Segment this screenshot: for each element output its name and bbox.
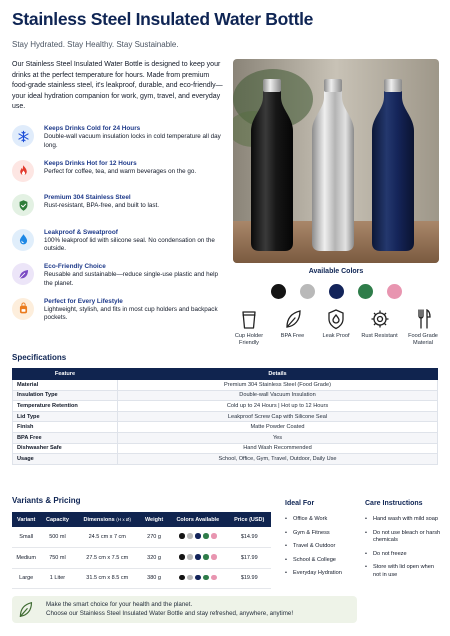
feature-leakproof: [12, 226, 228, 261]
feature-description: Double-wall vacuum insulation locks in cold temperature all day long.: [44, 133, 221, 149]
table-row: [12, 527, 271, 548]
table-row: [13, 390, 438, 401]
table-row: [13, 454, 438, 465]
variant-capacity: 1 Liter: [40, 568, 74, 589]
dimensions-header-unit: (H x Ø): [116, 516, 132, 522]
feature-description: Lightweight, stylish, and fits in most cup holders and backpack pockets.: [44, 305, 218, 322]
color-dot: [211, 575, 217, 581]
spec-header-details: Details: [118, 369, 438, 380]
ideal-for-heading: Ideal For: [285, 500, 315, 507]
shield-check-icon: [12, 194, 34, 216]
variant-dimensions: 31.5 cm x 8.5 cm: [75, 568, 140, 589]
color-dot: [203, 533, 209, 539]
variant-weight: 320 g: [140, 548, 168, 569]
table-row: [13, 432, 438, 443]
spec-feature: Usage: [13, 454, 118, 465]
feature-eco: [12, 260, 228, 295]
spec-detail: Cold up to 24 Hours | Hot up to 12 Hours: [118, 401, 438, 412]
list-item: • Gym & Fitness: [285, 530, 360, 538]
spec-detail: Hand Wash Recommended: [118, 443, 438, 454]
color-swatch-black[interactable]: [271, 284, 286, 299]
color-dot: [195, 554, 201, 560]
spec-detail: Yes: [118, 432, 438, 443]
spec-detail: School, Office, Gym, Travel, Outdoor, Daily Use: [118, 454, 438, 465]
feature-title: Perfect for Every Lifestyle: [44, 297, 123, 305]
variant-capacity: 750 ml: [40, 548, 74, 569]
ideal-for-list: [285, 516, 360, 578]
color-dot: [195, 533, 201, 539]
dimensions-header: [75, 512, 140, 527]
page-title: Stainless Steel Insulated Water Bottle: [12, 9, 314, 29]
spec-feature: Dishwasher Safe: [13, 443, 118, 454]
badge-bpa-free: [272, 308, 314, 347]
feature-lifestyle: [12, 295, 228, 330]
variant-dimensions: 27.5 cm x 7.5 cm: [75, 548, 140, 569]
gear-shield-icon: [370, 308, 390, 330]
table-row: [13, 380, 438, 391]
badge-label: Rust Resistant: [361, 333, 398, 339]
variant-header: Variant: [12, 512, 40, 527]
feature-title: Keeps Drinks Hot for 12 Hours: [44, 159, 137, 167]
list-item: • Travel & Outdoor: [285, 543, 360, 551]
variant-weight: 270 g: [140, 527, 168, 548]
color-dot: [187, 575, 193, 581]
spec-detail: Leakproof Screw Cap with Silicone Seal: [118, 411, 438, 422]
footer-line-1: Make the smart choice for your health and the planet.: [46, 601, 193, 608]
variant-colors: [168, 527, 227, 548]
table-row: [12, 568, 271, 589]
feature-title: Eco-Friendly Choice: [44, 263, 106, 270]
list-item: • Do not freeze: [365, 551, 443, 559]
price-header: Price (USD): [227, 512, 271, 527]
color-dot: [211, 533, 217, 539]
badge-leak-proof: [315, 308, 357, 347]
variants-table: [12, 512, 271, 589]
color-dot: [211, 554, 217, 560]
feature-hot: [12, 157, 228, 192]
spec-feature: Material: [13, 380, 118, 391]
spec-detail: Premium 304 Stainless Steel (Food Grade): [118, 380, 438, 391]
spec-header-feature: Feature: [13, 369, 118, 380]
list-item: • Office & Work: [285, 516, 360, 524]
backpack-icon: [12, 298, 34, 320]
badge-rust-resistant: [359, 308, 401, 347]
variant-dimensions: 24.5 cm x 7 cm: [75, 527, 140, 548]
list-item: • Hand wash with mild soap: [365, 516, 443, 524]
feature-description: Perfect for coffee, tea, and warm beverages on the go.: [44, 167, 197, 175]
water-drop-icon: [12, 229, 34, 251]
care-list: [365, 516, 443, 579]
badge-label: Food Grade Material: [408, 333, 438, 346]
available-colors-title: Available Colors: [308, 268, 364, 275]
badge-label: BPA Free: [280, 333, 305, 339]
care-heading: Care Instructions: [365, 500, 423, 507]
spec-detail: Matte Powder Coated: [118, 422, 438, 433]
badge-cup-holder: [228, 308, 270, 347]
spec-feature: Finish: [13, 422, 118, 433]
variant-capacity: 500 ml: [40, 527, 74, 548]
table-row: [13, 422, 438, 433]
table-row: [12, 548, 271, 569]
badge-label: Cup Holder Friendly: [234, 333, 264, 346]
feature-list: [12, 122, 228, 329]
footer-line-2: Choose our Stainless Steel Insulated Water Bottle and stay refreshed, anywhere, anytime!: [46, 609, 294, 617]
feature-description: Reusable and sustainable—reduce single-use plastic and help the planet.: [44, 271, 218, 287]
table-row: [13, 401, 438, 412]
variant-name: Medium: [12, 548, 40, 569]
specifications-table: [12, 368, 438, 465]
table-row: [13, 411, 438, 422]
color-swatch-silver[interactable]: [300, 284, 315, 299]
spec-feature: Lid Type: [13, 411, 118, 422]
footer-banner: [12, 596, 357, 623]
list-item: • Do not use bleach or harsh chemicals: [365, 530, 443, 545]
list-item: • Everyday Hydration: [285, 570, 360, 578]
color-swatch-pink[interactable]: [387, 284, 402, 299]
colors-header: Colors Available: [168, 512, 227, 527]
color-dot: [195, 575, 201, 581]
feature-cold: [12, 122, 228, 157]
variant-weight: 380 g: [140, 568, 168, 589]
badge-food-grade: [402, 308, 444, 347]
color-dot: [179, 533, 185, 539]
product-photo: [233, 59, 439, 263]
color-dot: [187, 533, 193, 539]
variant-price: $19.99: [227, 568, 271, 589]
color-swatch-green[interactable]: [358, 284, 373, 299]
list-item: • School & College: [285, 557, 360, 565]
variant-colors: [168, 568, 227, 589]
variant-colors: [168, 548, 227, 569]
leaf-icon: [12, 263, 34, 285]
spec-feature: Temperature Retention: [13, 401, 118, 412]
page-subtitle: Stay Hydrated. Stay Healthy. Stay Sustainable.: [12, 40, 179, 49]
feature-title: Premium 304 Stainless Steel: [44, 194, 131, 201]
color-dot: [203, 575, 209, 581]
variant-name: Large: [12, 568, 40, 589]
spec-feature: Insulation Type: [13, 390, 118, 401]
snowflake-icon: [12, 125, 34, 147]
color-swatch-navy[interactable]: [329, 284, 344, 299]
cup-icon: [239, 308, 259, 330]
variant-price: $14.99: [227, 527, 271, 548]
feature-title: Keeps Drinks Cold for 24 Hours: [44, 125, 141, 132]
flame-icon: [12, 160, 34, 182]
feature-title: Leakproof & Sweatproof: [44, 228, 118, 236]
variant-price: $17.99: [227, 548, 271, 569]
leaf-icon: [283, 308, 303, 330]
leaf-icon: [12, 596, 38, 623]
dimensions-header-label: Dimensions: [83, 516, 115, 523]
table-row: [13, 443, 438, 454]
specifications-heading: Specifications: [12, 353, 67, 362]
spec-detail: Double-wall Vacuum Insulation: [118, 390, 438, 401]
color-dot: [179, 554, 185, 560]
capacity-header: Capacity: [40, 512, 74, 527]
feature-badges: [228, 308, 444, 347]
color-swatches: [233, 284, 439, 299]
feature-description: 100% leakproof lid with silicone seal. No condensation on the outside.: [44, 236, 215, 253]
drop-shield-icon: [326, 308, 346, 330]
color-dot: [187, 554, 193, 560]
weight-header: Weight: [140, 512, 168, 527]
feature-description: Rust-resistant, BPA-free, and built to last.: [44, 202, 160, 209]
variant-name: Small: [12, 527, 40, 548]
color-dot: [203, 554, 209, 560]
feature-steel: [12, 191, 228, 226]
intro-paragraph: Our Stainless Steel Insulated Water Bottle is designed to keep your drinks at the perfect temperature for hours. Made from premium food-grade stainless steel, it's leakproof, durable, and eco-friendly—your ideal hydration companion for work, gym, travel, and everyday use.: [12, 61, 223, 110]
spec-feature: BPA Free: [13, 432, 118, 443]
list-item: • Store with lid open when not in use: [365, 564, 443, 579]
fork-knife-icon: [413, 308, 433, 330]
badge-label: Leak Proof: [322, 333, 350, 339]
variants-heading: Variants & Pricing: [12, 496, 81, 505]
color-dot: [179, 575, 185, 581]
